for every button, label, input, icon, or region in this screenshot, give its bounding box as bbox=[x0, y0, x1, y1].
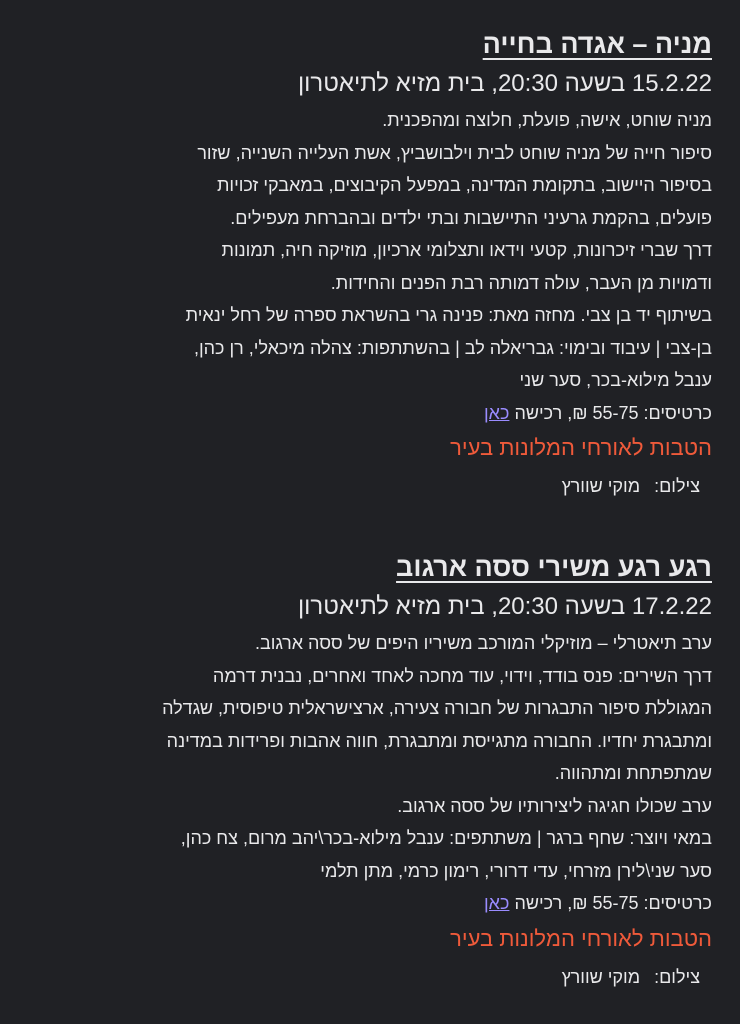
event-datetime: 17.2.22 בשעה 20:30, בית מזיא לתיאטרון bbox=[297, 593, 712, 620]
event-credits-line: במאי ויוצר: שחף ברגר | משתתפים: ענבל מילוא-בכר\יהב מרום, צח כהן, bbox=[180, 828, 712, 848]
photo-credit bbox=[20, 957, 712, 997]
event-description-line: ערב תיאטרלי – מוזיקלי המורכב משיריו היפים של ססה ארגוב. bbox=[254, 633, 712, 653]
event-description-line: סיפור חייה של מניה שוחט לבית וילבושביץ, אשת העלייה השנייה, שזור bbox=[197, 142, 712, 163]
event-description-line: מניה שוחט, אישה, פועלת, חלוצה ומהפכנית. bbox=[382, 110, 712, 130]
event-datetime: 15.2.22 בשעה 20:30, בית מזיא לתיאטרון bbox=[297, 70, 712, 97]
tickets-purchase-link[interactable]: כאן bbox=[483, 402, 510, 423]
hotel-benefits-link[interactable]: הטבות לאורחי המלונות בעיר bbox=[450, 925, 712, 951]
event-description-line: בסיפור היישוב, בתקומת המדינה, במפעל הקיבוצים, במאבקי זכויות bbox=[216, 175, 712, 195]
event-description-line: דרך שברי זיכרונות, קטעי וידאו ותצלומי ארכיון, מוזיקה חיה, תמונות bbox=[221, 240, 712, 260]
event-section-mania bbox=[20, 0, 712, 506]
photo-credit-name: מוקי שוורץ bbox=[561, 966, 641, 987]
event-description-line: המגוללת סיפור התבגרות של חבורה צעירה, ארצישראלית טיפוסית, שגדלה bbox=[162, 698, 712, 718]
photo-credit-label: צילום: bbox=[654, 966, 700, 987]
event-title: רגע רגע משירי ססה ארגוב bbox=[396, 552, 712, 582]
event-section-rega-rega bbox=[20, 506, 712, 997]
event-description-line: ערב שכולו חגיגה ליצירותיו של ססה ארגוב. bbox=[397, 795, 712, 816]
tickets-price: כרטיסים: 55-75 ₪, רכישה bbox=[514, 893, 712, 913]
photo-credit-name: מוקי שוורץ bbox=[561, 476, 641, 496]
photo-credit bbox=[20, 466, 712, 506]
event-description-line: דרך השירים: פנס בודד, וידוי, עוד מחכה לאחד ואחרים, נבנית דרמה bbox=[212, 665, 712, 686]
event-description-line: ודמויות מן העבר, עולה דמותה רבת הפנים והחידות. bbox=[330, 272, 712, 293]
tickets-purchase-link[interactable]: כאן bbox=[483, 893, 510, 913]
tickets-line bbox=[20, 887, 712, 920]
event-description-line: ומתבגרת יחדיו. החבורה מתגייסת ומתבגרת, חווה אהבות ופרידות במדינה bbox=[166, 730, 712, 751]
event-description-line: פועלים, בהקמת גרעיני התיישבות ובתי ילדים ובהברחת מעפילים. bbox=[230, 207, 712, 228]
event-description-line: שמתפתחת ומתהווה. bbox=[554, 763, 712, 783]
hotel-benefits-link[interactable]: הטבות לאורחי המלונות בעיר bbox=[450, 435, 712, 460]
tickets-price: כרטיסים: 55-75 ₪, רכישה bbox=[514, 402, 712, 423]
event-title: מניה – אגדה בחייה bbox=[482, 29, 712, 59]
event-credits-line: ענבל מילוא-בכר, סער שני bbox=[519, 370, 712, 390]
event-credits-line: סער שני\לירן מזרחי, עדי דרורי, רימון כרמי, מתן תלמי bbox=[320, 860, 712, 881]
event-credits-line: בן-צבי | עיבוד ובימוי: גבריאלה לב | בהשתתפות: צהלה מיכאלי, רן כהן, bbox=[193, 337, 712, 358]
tickets-line bbox=[20, 397, 712, 430]
event-credits-line: בשיתוף יד בן צבי. מחזה מאת: פנינה גרי בהשראת ספרה של רחל ינאית bbox=[185, 305, 712, 325]
photo-credit-label: צילום: bbox=[654, 476, 700, 496]
